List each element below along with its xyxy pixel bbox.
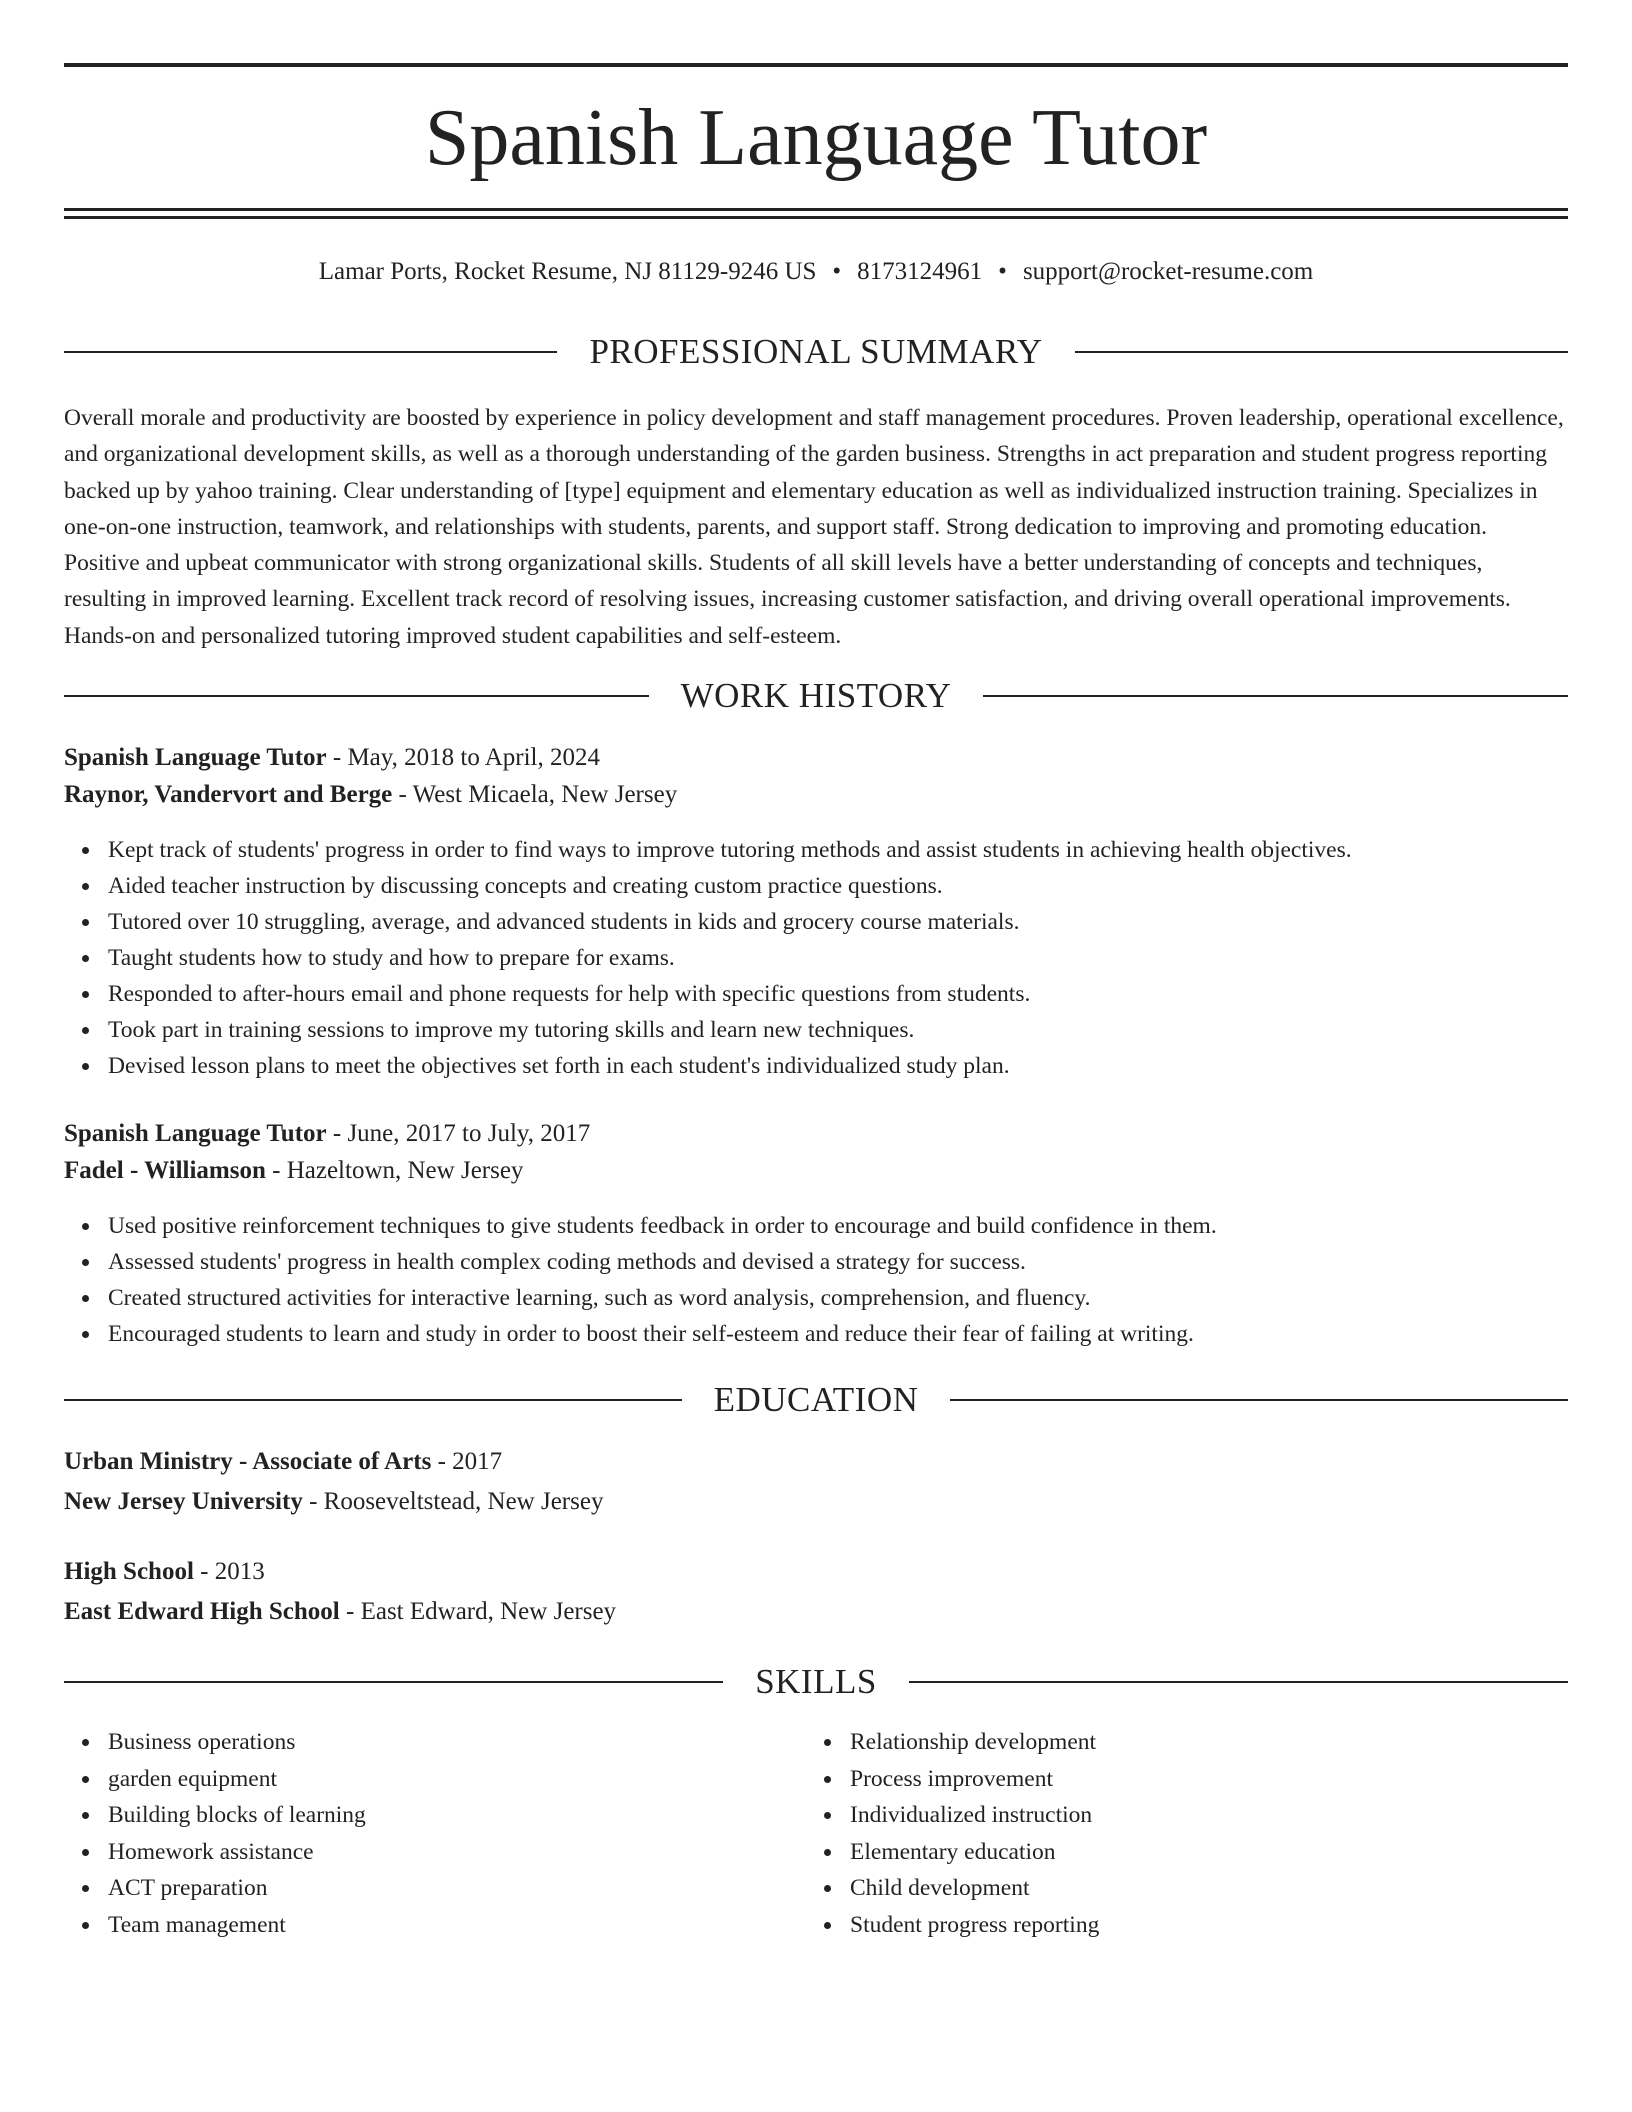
education-school: New Jersey University (64, 1488, 303, 1515)
list-item: Used positive reinforcement techniques to give students feedback in order to encourage and build confidence in them. (108, 1208, 1612, 1244)
job-bullet-list (64, 1208, 1612, 1352)
job-company: Fadel - Williamson (64, 1157, 266, 1184)
list-item: Kept track of students' progress in order to find ways to improve tutoring methods and assist students in achieving health objectives. (108, 832, 1612, 868)
contact-phone: 8173124961 (857, 258, 983, 285)
skill-item: Process improvement (850, 1761, 1550, 1798)
skill-item: Child development (850, 1870, 1550, 1907)
job-company: Raynor, Vandervort and Berge (64, 781, 393, 808)
skill-item: Elementary education (850, 1834, 1550, 1871)
section-title: PROFESSIONAL SUMMARY (589, 332, 1043, 371)
section-rule-right (983, 695, 1568, 697)
education-school: East Edward High School (64, 1598, 340, 1625)
header-top-rule (64, 63, 1568, 67)
education-degree: Urban Ministry - Associate of Arts (64, 1448, 432, 1475)
header-double-rule-lower (64, 216, 1568, 219)
skill-item: ACT preparation (108, 1870, 808, 1907)
education-degree: High School (64, 1558, 194, 1585)
education-school-line (64, 1594, 1568, 1630)
skills-list-right (806, 1724, 1550, 1943)
section-rule-left (64, 351, 557, 353)
job-company-line (64, 777, 1568, 813)
job-company-line (64, 1153, 1568, 1189)
section-rule-right (950, 1399, 1568, 1401)
job-bullet-list (64, 832, 1612, 1084)
education-degree-line (64, 1444, 1568, 1480)
job-location: - West Micaela, New Jersey (392, 781, 678, 808)
header-double-rule-upper (64, 208, 1568, 211)
skills-list-left (64, 1724, 808, 1943)
job-title-line (64, 740, 1568, 776)
list-item: Responded to after-hours email and phone requests for help with specific questions from students. (108, 976, 1612, 1012)
education-location: - Rooseveltstead, New Jersey (302, 1488, 604, 1515)
skill-item: Team management (108, 1907, 808, 1944)
list-item: Tutored over 10 struggling, average, and advanced students in kids and grocery course materials. (108, 904, 1612, 940)
section-rule-left (64, 1681, 723, 1683)
section-rule-right (909, 1681, 1568, 1683)
list-item: Took part in training sessions to improve my tutoring skills and learn new techniques. (108, 1012, 1612, 1048)
section-rule-left (64, 695, 649, 697)
section-title: WORK HISTORY (680, 676, 952, 715)
contact-separator: • (832, 258, 842, 285)
section-heading-skills (64, 1658, 1568, 1706)
section-title: EDUCATION (713, 1380, 919, 1419)
list-item: Created structured activities for interactive learning, such as word analysis, comprehension, and fluency. (108, 1280, 1612, 1316)
job-title-line (64, 1116, 1568, 1152)
job-location: - Hazeltown, New Jersey (265, 1157, 524, 1184)
education-location: - East Edward, New Jersey (339, 1598, 617, 1625)
section-title: SKILLS (755, 1662, 877, 1701)
contact-address: Lamar Ports, Rocket Resume, NJ 81129-9246 US (318, 258, 817, 285)
list-item: Encouraged students to learn and study in order to boost their self-esteem and reduce their fear of failing at writing. (108, 1316, 1612, 1352)
job-dates: - May, 2018 to April, 2024 (326, 744, 600, 771)
contact-separator: • (998, 258, 1007, 285)
list-item: Taught students how to study and how to prepare for exams. (108, 940, 1612, 976)
list-item: Aided teacher instruction by discussing concepts and creating custom practice questions. (108, 868, 1612, 904)
section-rule-left (64, 1399, 682, 1401)
job-role: Spanish Language Tutor (64, 1120, 327, 1147)
skill-item: Business operations (108, 1724, 808, 1761)
contact-email[interactable]: support@rocket-resume.com (1022, 258, 1314, 285)
education-degree-line (64, 1554, 1568, 1590)
contact-line (64, 254, 1568, 290)
list-item: Assessed students' progress in health complex coding methods and devised a strategy for success. (108, 1244, 1612, 1280)
job-role: Spanish Language Tutor (64, 744, 327, 771)
skill-item: Individualized instruction (850, 1797, 1550, 1834)
section-heading-summary (64, 328, 1568, 376)
skill-item: garden equipment (108, 1761, 808, 1798)
summary-paragraph: Overall morale and productivity are boosted by experience in policy development and staff management procedures. Proven leadership, operational excellence, and organizational development skills, as well as a thorough understanding of the garden business. Strengths in act preparation and student progress reporting backed up by yahoo training. Clear understanding of [type] equipment and elementary education as well as individualized instruction training. Specializes in one-on-one instruction, teamwork, and relationships with students, parents, and support staff. Strong dedication to improving and promoting education. Positive and upbeat communicator with strong organizational skills. Students of all skill levels have a better understanding of concepts and techniques, resulting in improved learning. Excellent track record of resolving issues, increasing customer satisfaction, and driving overall operational improvements. Hands-on and personalized tutoring improved student capabilities and self-esteem. (64, 405, 1564, 649)
skill-item: Building blocks of learning (108, 1797, 808, 1834)
job-dates: - June, 2017 to July, 2017 (326, 1120, 591, 1147)
section-rule-right (1075, 351, 1568, 353)
skill-item: Homework assistance (108, 1834, 808, 1871)
section-heading-education (64, 1376, 1568, 1424)
list-item: Devised lesson plans to meet the objectives set forth in each student's individualized study plan. (108, 1048, 1612, 1084)
skill-item: Student progress reporting (850, 1907, 1550, 1944)
education-year: - 2017 (431, 1448, 503, 1475)
education-school-line (64, 1484, 1568, 1520)
section-heading-work-history (64, 672, 1568, 720)
skill-item: Relationship development (850, 1724, 1550, 1761)
candidate-title: Spanish Language Tutor (424, 94, 1208, 182)
education-year: - 2013 (193, 1558, 265, 1585)
